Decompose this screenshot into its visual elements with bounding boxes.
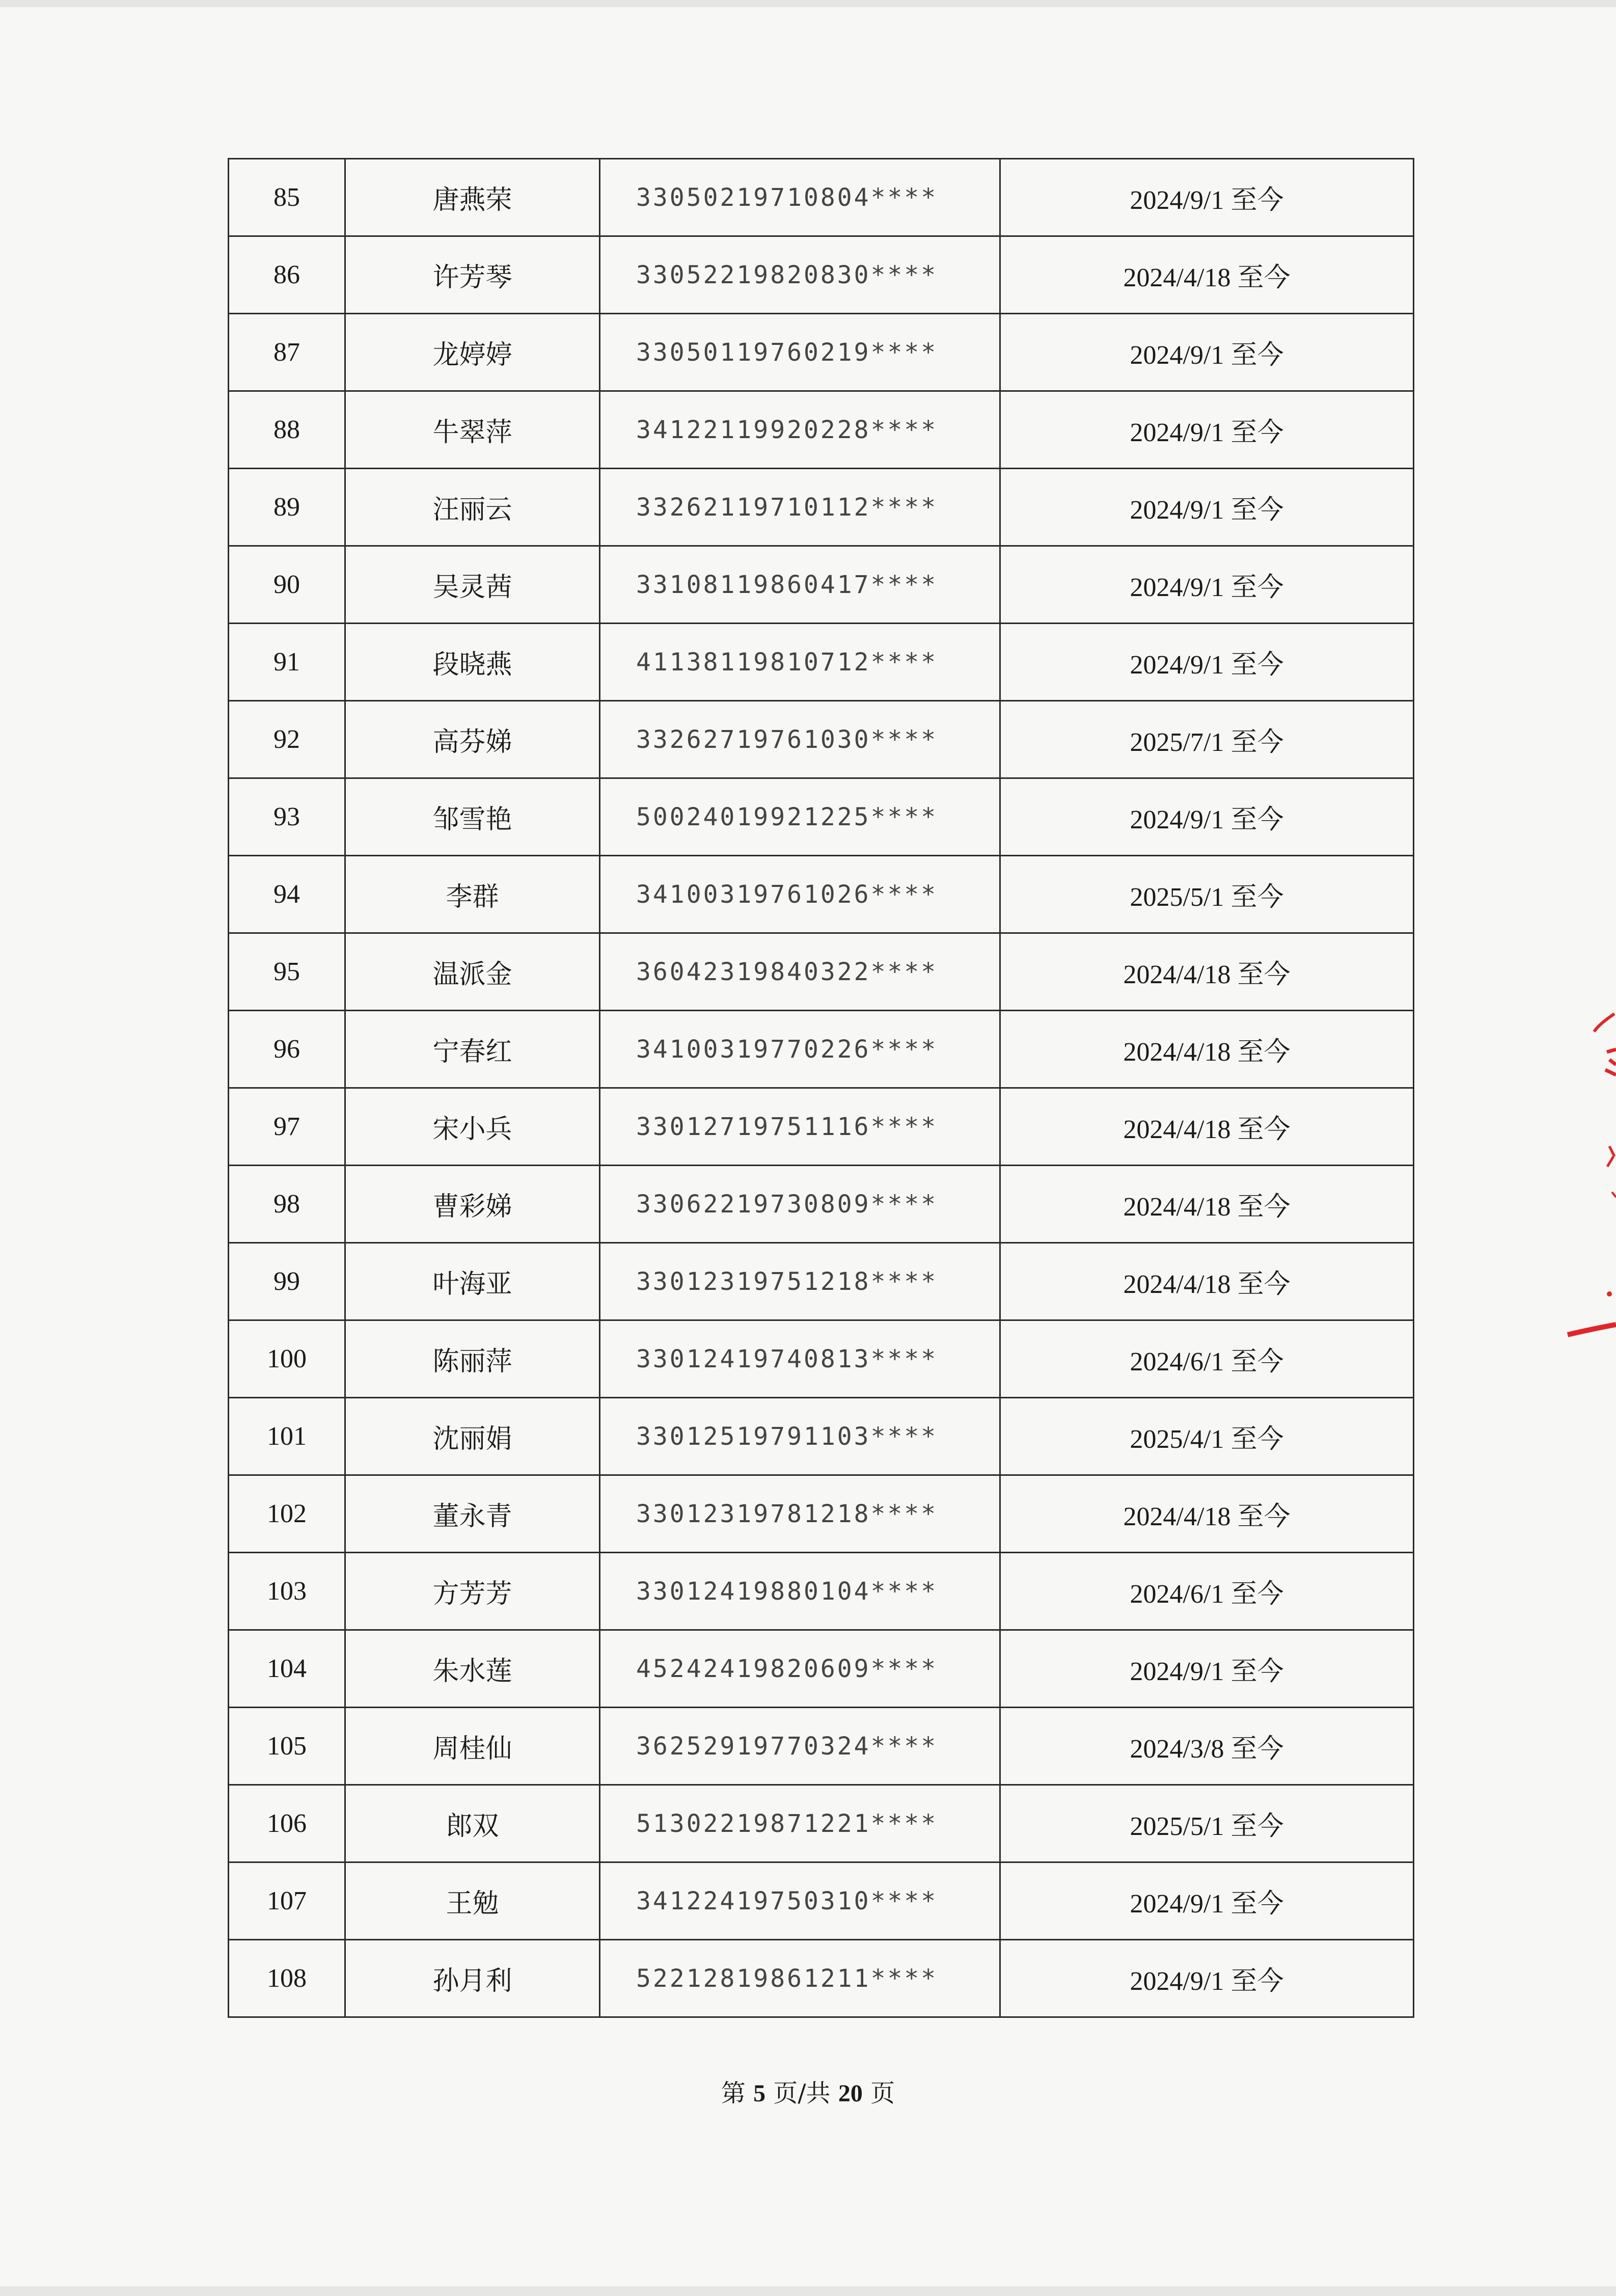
row-number: 93 xyxy=(229,778,345,856)
row-number: 95 xyxy=(229,933,345,1011)
row-number: 92 xyxy=(229,701,345,778)
masked-id-number: 33012419740813**** xyxy=(600,1320,1000,1398)
masked-id-number: 33050219710804**** xyxy=(600,159,1000,236)
masked-id-number: 36042319840322**** xyxy=(600,933,1000,1011)
person-name: 曹彩娣 xyxy=(345,1166,600,1243)
row-number: 105 xyxy=(229,1708,345,1785)
person-name: 牛翠萍 xyxy=(345,391,600,469)
table-row xyxy=(229,1320,1414,1398)
person-name: 温派金 xyxy=(345,933,600,1011)
row-number: 91 xyxy=(229,624,345,701)
start-date-period: 2024/4/18 至今 xyxy=(1000,1011,1414,1088)
row-number: 94 xyxy=(229,856,345,933)
table-row xyxy=(229,856,1414,933)
start-date-period: 2024/9/1 至今 xyxy=(1000,1630,1414,1708)
person-name: 宁春红 xyxy=(345,1011,600,1088)
start-date-period: 2024/9/1 至今 xyxy=(1000,1940,1414,2017)
start-date-period: 2025/5/1 至今 xyxy=(1000,856,1414,933)
start-date-period: 2024/4/18 至今 xyxy=(1000,1088,1414,1166)
person-name: 唐燕荣 xyxy=(345,159,600,236)
masked-id-number: 33108119860417**** xyxy=(600,546,1000,624)
page-footer xyxy=(0,2073,1616,2109)
start-date-period: 2024/4/18 至今 xyxy=(1000,1243,1414,1320)
masked-id-number: 41138119810712**** xyxy=(600,624,1000,701)
table-row xyxy=(229,933,1414,1011)
person-name: 李群 xyxy=(345,856,600,933)
table-row xyxy=(229,469,1414,546)
stamp-glyph-1 xyxy=(1605,1049,1616,1075)
person-name: 沈丽娟 xyxy=(345,1398,600,1475)
person-name: 邹雪艳 xyxy=(345,778,600,856)
start-date-period: 2025/4/1 至今 xyxy=(1000,1398,1414,1475)
table-row xyxy=(229,701,1414,778)
start-date-period: 2024/9/1 至今 xyxy=(1000,624,1414,701)
person-name: 龙婷婷 xyxy=(345,314,600,391)
footer-suffix: 页 xyxy=(870,2079,895,2108)
row-number: 106 xyxy=(229,1785,345,1862)
stamp-glyph-2 xyxy=(1607,1146,1614,1167)
table-row xyxy=(229,1398,1414,1475)
table-row xyxy=(229,624,1414,701)
row-number: 100 xyxy=(229,1320,345,1398)
masked-id-number: 36252919770324**** xyxy=(600,1708,1000,1785)
start-date-period: 2024/9/1 至今 xyxy=(1000,546,1414,624)
masked-id-number: 33052219820830**** xyxy=(600,236,1000,314)
masked-id-number: 34100319761026**** xyxy=(600,856,1000,933)
stamp-arc-top xyxy=(1594,1014,1614,1032)
row-number: 89 xyxy=(229,469,345,546)
red-seal-stamp-fragment xyxy=(1558,1004,1616,1340)
person-name: 叶海亚 xyxy=(345,1243,600,1320)
table-row xyxy=(229,546,1414,624)
start-date-period: 2024/9/1 至今 xyxy=(1000,469,1414,546)
scan-top-edge xyxy=(0,0,1616,7)
start-date-period: 2024/9/1 至今 xyxy=(1000,1862,1414,1940)
table-row xyxy=(229,314,1414,391)
stamp-glyph-3 xyxy=(1612,1192,1616,1197)
person-name: 高芬娣 xyxy=(345,701,600,778)
table-row xyxy=(229,1553,1414,1630)
masked-id-number: 34100319770226**** xyxy=(600,1011,1000,1088)
table-row xyxy=(229,778,1414,856)
person-name: 周桂仙 xyxy=(345,1708,600,1785)
masked-id-number: 33262119710112**** xyxy=(600,469,1000,546)
start-date-period: 2025/5/1 至今 xyxy=(1000,1785,1414,1862)
start-date-period: 2024/9/1 至今 xyxy=(1000,391,1414,469)
scan-bottom-edge xyxy=(0,2286,1616,2296)
person-name: 郎双 xyxy=(345,1785,600,1862)
personnel-table-container xyxy=(228,158,1376,2018)
start-date-period: 2024/4/18 至今 xyxy=(1000,933,1414,1011)
table-row xyxy=(229,1785,1414,1862)
masked-id-number: 33062219730809**** xyxy=(600,1166,1000,1243)
table-row xyxy=(229,1088,1414,1166)
table-row xyxy=(229,236,1414,314)
row-number: 103 xyxy=(229,1553,345,1630)
person-name: 方芳芳 xyxy=(345,1553,600,1630)
row-number: 90 xyxy=(229,546,345,624)
footer-prefix: 第 xyxy=(721,2079,746,2108)
stamp-dot xyxy=(1607,1291,1612,1296)
person-name: 董永青 xyxy=(345,1475,600,1553)
masked-id-number: 51302219871221**** xyxy=(600,1785,1000,1862)
masked-id-number: 34122419750310**** xyxy=(600,1862,1000,1940)
footer-total-pages: 20 xyxy=(838,2080,863,2107)
start-date-period: 2024/6/1 至今 xyxy=(1000,1320,1414,1398)
row-number: 96 xyxy=(229,1011,345,1088)
personnel-table xyxy=(228,158,1414,2018)
start-date-period: 2024/9/1 至今 xyxy=(1000,778,1414,856)
table-row xyxy=(229,1011,1414,1088)
row-number: 85 xyxy=(229,159,345,236)
person-name: 宋小兵 xyxy=(345,1088,600,1166)
row-number: 87 xyxy=(229,314,345,391)
personnel-table-body xyxy=(229,159,1414,2017)
table-row xyxy=(229,159,1414,236)
person-name: 孙月利 xyxy=(345,1940,600,2017)
stamp-arc-bottom xyxy=(1568,1325,1616,1335)
start-date-period: 2024/6/1 至今 xyxy=(1000,1553,1414,1630)
row-number: 108 xyxy=(229,1940,345,2017)
start-date-period: 2024/3/8 至今 xyxy=(1000,1708,1414,1785)
start-date-period: 2024/4/18 至今 xyxy=(1000,236,1414,314)
person-name: 吴灵茜 xyxy=(345,546,600,624)
masked-id-number: 33012719751116**** xyxy=(600,1088,1000,1166)
table-row xyxy=(229,1630,1414,1708)
table-row xyxy=(229,1166,1414,1243)
start-date-period: 2024/4/18 至今 xyxy=(1000,1166,1414,1243)
masked-id-number: 33012319751218**** xyxy=(600,1243,1000,1320)
row-number: 101 xyxy=(229,1398,345,1475)
row-number: 98 xyxy=(229,1166,345,1243)
row-number: 102 xyxy=(229,1475,345,1553)
row-number: 88 xyxy=(229,391,345,469)
person-name: 朱水莲 xyxy=(345,1630,600,1708)
person-name: 许芳琴 xyxy=(345,236,600,314)
masked-id-number: 33050119760219**** xyxy=(600,314,1000,391)
masked-id-number: 33262719761030**** xyxy=(600,701,1000,778)
masked-id-number: 52212819861211**** xyxy=(600,1940,1000,2017)
masked-id-number: 33012319781218**** xyxy=(600,1475,1000,1553)
masked-id-number: 33012419880104**** xyxy=(600,1553,1000,1630)
table-row xyxy=(229,1708,1414,1785)
start-date-period: 2024/4/18 至今 xyxy=(1000,1475,1414,1553)
masked-id-number: 45242419820609**** xyxy=(600,1630,1000,1708)
footer-middle: 页/共 xyxy=(773,2079,831,2108)
masked-id-number: 34122119920228**** xyxy=(600,391,1000,469)
row-number: 86 xyxy=(229,236,345,314)
table-row xyxy=(229,391,1414,469)
row-number: 99 xyxy=(229,1243,345,1320)
row-number: 97 xyxy=(229,1088,345,1166)
start-date-period: 2025/7/1 至今 xyxy=(1000,701,1414,778)
row-number: 104 xyxy=(229,1630,345,1708)
table-row xyxy=(229,1475,1414,1553)
person-name: 段晓燕 xyxy=(345,624,600,701)
footer-page-number: 5 xyxy=(753,2080,766,2107)
start-date-period: 2024/9/1 至今 xyxy=(1000,159,1414,236)
masked-id-number: 33012519791103**** xyxy=(600,1398,1000,1475)
start-date-period: 2024/9/1 至今 xyxy=(1000,314,1414,391)
masked-id-number: 50024019921225**** xyxy=(600,778,1000,856)
table-row xyxy=(229,1940,1414,2017)
person-name: 汪丽云 xyxy=(345,469,600,546)
person-name: 陈丽萍 xyxy=(345,1320,600,1398)
table-row xyxy=(229,1862,1414,1940)
person-name: 王勉 xyxy=(345,1862,600,1940)
table-row xyxy=(229,1243,1414,1320)
row-number: 107 xyxy=(229,1862,345,1940)
